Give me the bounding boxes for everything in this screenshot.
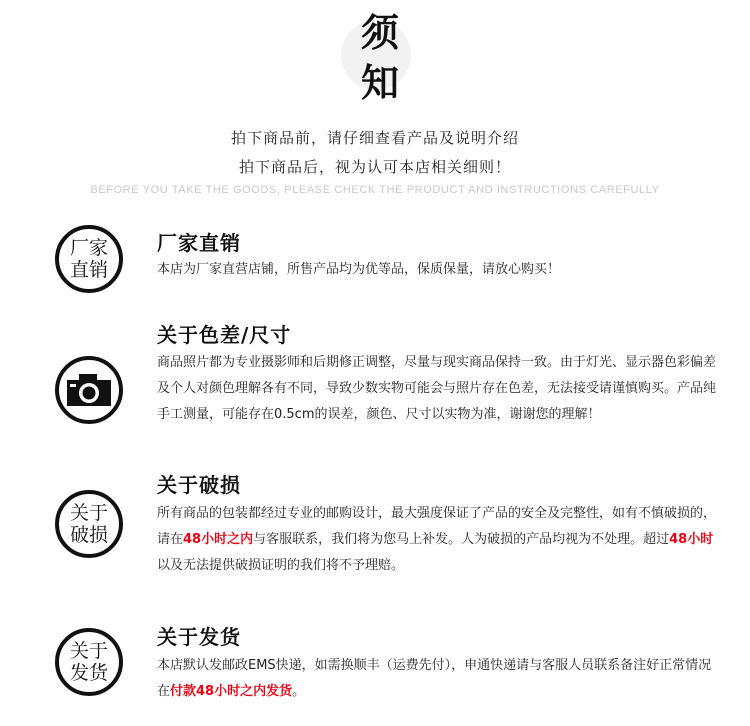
section-title: 关于发货 bbox=[157, 625, 241, 649]
section-body: 商品照片都为专业摄影师和后期修正调整，尽量与现实商品保持一致。由于灯光、显示器色彩偏差及个人对颜色理解各有不同，导致少数实物可能会与照片存在色差，无法接受请谨慎购买。产品纯手工测量，可能存在0.5cm的误差，颜色、尺寸以实物为准，谢谢您的理解！ bbox=[157, 355, 717, 422]
section-body: 本店为厂家直营店铺，所售产品均为优等品，保质保量，请放心购买！ bbox=[157, 262, 561, 277]
section-body bbox=[157, 501, 717, 579]
subtitle-line-2: 拍下商品后，视为认可本店相关细则！ bbox=[238, 158, 511, 176]
badge-camera bbox=[55, 356, 123, 424]
body-text: 。 bbox=[292, 684, 306, 699]
section-title: 关于色差/尺寸 bbox=[157, 323, 292, 347]
highlight-48h-within: 48小时之内 bbox=[183, 532, 254, 547]
badge-text-top: 厂家 bbox=[69, 237, 108, 259]
title-char-2: 知 bbox=[360, 60, 399, 105]
body-text: 本店默认发邮政EMS快递，如需换顺丰（运费先付），申通快递请与客服人员联系备注好正常情况在 bbox=[157, 658, 712, 699]
badge-damage bbox=[55, 490, 123, 558]
badge-factory-direct bbox=[55, 225, 123, 293]
notice-header bbox=[0, 0, 750, 210]
english-notice-line: BEFORE YOU TAKE THE GOODS, PLEASE CHECK THE PRODUCT AND INSTRUCTIONS CAREFULLY bbox=[90, 184, 660, 196]
section-title: 厂家直销 bbox=[157, 231, 241, 255]
title-char-1: 须 bbox=[360, 10, 399, 55]
badge-shipping bbox=[55, 628, 123, 696]
body-text: 所有商品的包装都经过专业的邮购设计，最大强度保证了产品的安全及完整性，如有不慎破损的，请在 bbox=[157, 506, 717, 547]
badge-text-top: 关于 bbox=[69, 502, 108, 524]
badge-text-bottom: 破损 bbox=[69, 524, 108, 546]
highlight-ship-48h: 付款48小时之内发货 bbox=[170, 684, 293, 699]
camera-icon bbox=[65, 372, 113, 408]
section-body bbox=[157, 653, 717, 705]
highlight-48h: 48小时 bbox=[669, 532, 714, 547]
badge-text-top: 关于 bbox=[69, 640, 108, 662]
body-text: 以及无法提供破损证明的我们将不予理赔。 bbox=[157, 558, 405, 573]
badge-text-bottom: 直销 bbox=[69, 259, 108, 281]
section-title: 关于破损 bbox=[157, 473, 241, 497]
subtitle-line-1: 拍下商品前，请仔细查看产品及说明介绍 bbox=[230, 129, 519, 147]
body-text: 与客服联系，我们将为您马上补发。人为破损的产品均视为不处理。超过 bbox=[253, 532, 670, 547]
badge-text-bottom: 发货 bbox=[69, 662, 108, 684]
